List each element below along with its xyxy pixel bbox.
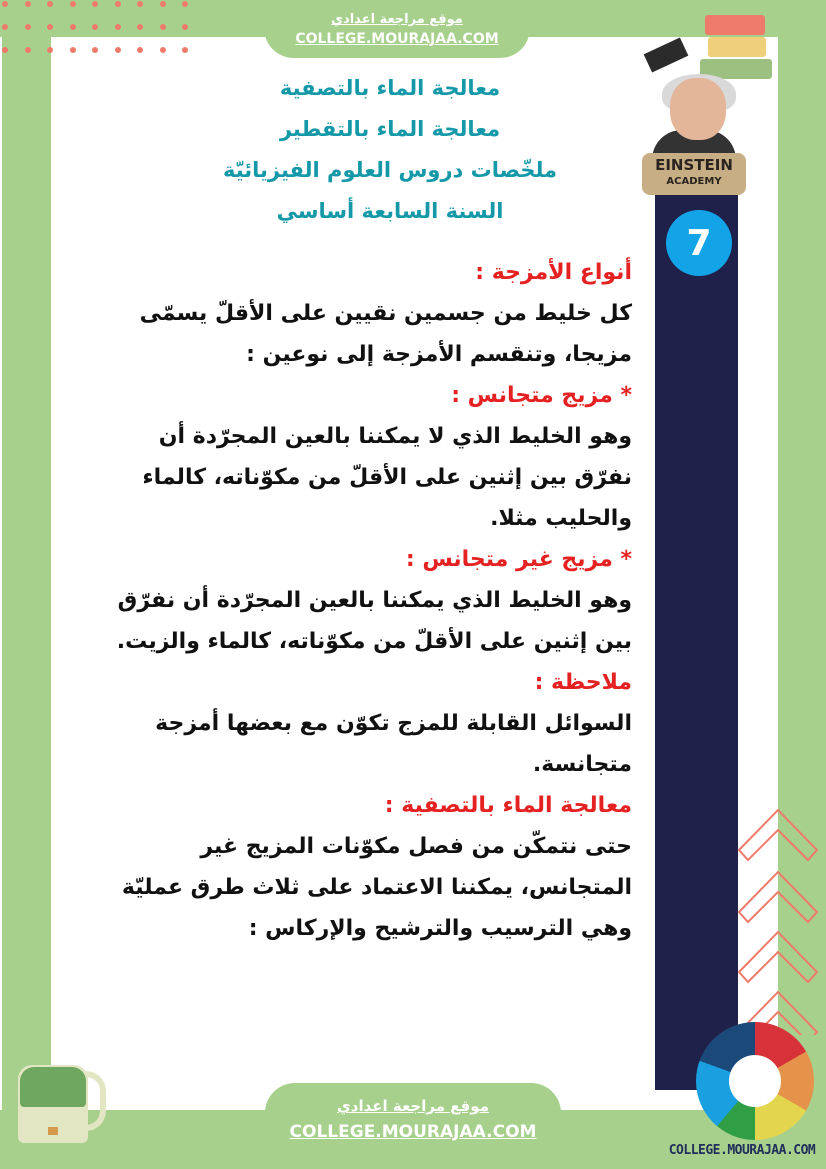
paragraph-line: بين إثنين على الأقلّ من مكوّناته، كالماء والزيت.	[116, 629, 632, 654]
paragraph-line: وهي الترسيب والترشيح والإركاس :	[248, 916, 632, 941]
title-line: معالجة الماء بالتصفية	[279, 76, 501, 100]
paragraph-line: المتجانس، يمكننا الاعتماد على ثلاث طرق عمليّة	[121, 875, 632, 900]
book-icon	[705, 15, 765, 35]
paragraph-line: مزيجا، وتنقسم الأمزجة إلى نوعين :	[246, 342, 632, 367]
title-line: السنة السابعة أساسي	[276, 199, 504, 223]
einstein-academy-mascot	[638, 40, 748, 195]
backpack-flap	[20, 1067, 86, 1107]
lesson-content	[72, 252, 632, 949]
section-heading: ملاحظة :	[534, 670, 632, 695]
header-site-url-link[interactable]: COLLEGE.MOURAJAA.COM	[295, 31, 499, 47]
paragraph-line: وهو الخليط الذي يمكننا بالعين المجرّدة أن نفرّق	[117, 588, 632, 613]
footer-site-name-link[interactable]: موقع مراجعة اعدادي	[337, 1097, 489, 1115]
section-heading: * مزيج متجانس :	[451, 383, 632, 408]
title-line: ملخّصات دروس العلوم الفيزيائيّة	[222, 158, 558, 182]
page-titles	[150, 68, 630, 232]
grade-badge: 7	[666, 210, 732, 276]
section-heading: أنواع الأمزجة :	[475, 260, 632, 285]
backpack-patch	[48, 1127, 58, 1135]
decorative-dots-row	[2, 1, 202, 9]
mascot-face	[670, 78, 726, 140]
header-site-name-link[interactable]: موقع مراجعة اعدادي	[331, 12, 463, 27]
paragraph-line: متجانسة.	[532, 752, 632, 777]
paragraph-line: وهو الخليط الذي لا يمكننا بالعين المجرّدة أن	[158, 424, 632, 449]
title-line: معالجة الماء بالتقطير	[279, 117, 501, 141]
decorative-dots-row	[2, 24, 202, 32]
paragraph-line: حتى نتمكّن من فصل مكوّنات المزيج غير	[200, 834, 632, 859]
header-tab	[264, 0, 530, 58]
graduation-cap-icon	[644, 37, 689, 72]
decorative-dots-row	[2, 47, 202, 55]
side-column	[655, 195, 738, 1090]
academy-plaque	[642, 153, 746, 195]
academy-subtitle: ACADEMY	[666, 176, 722, 187]
site-logo-center	[729, 1055, 781, 1107]
paragraph-line: نفرّق بين إثنين على الأقلّ من مكوّناته، كالماء	[142, 465, 632, 490]
left-frame-strip	[2, 0, 51, 1169]
section-heading: * مزيج غير متجانس :	[405, 547, 632, 572]
paragraph-line: كل خليط من جسمين نقيين على الأقلّ يسمّى	[139, 301, 632, 326]
paragraph-line: السوائل القابلة للمزج تكوّن مع بعضها أمزجة	[155, 711, 632, 736]
chevron-up-decoration-icon	[734, 795, 824, 1035]
site-logo-text: COLLEGE.MOURAJAA.COM	[668, 1143, 816, 1158]
paragraph-line: والحليب مثلا.	[490, 506, 632, 531]
academy-name: EINSTEIN	[655, 156, 733, 174]
section-heading: معالجة الماء بالتصفية :	[384, 793, 632, 818]
backpack-illustration	[18, 1055, 110, 1145]
footer-site-url-link[interactable]: COLLEGE.MOURAJAA.COM	[289, 1122, 537, 1142]
